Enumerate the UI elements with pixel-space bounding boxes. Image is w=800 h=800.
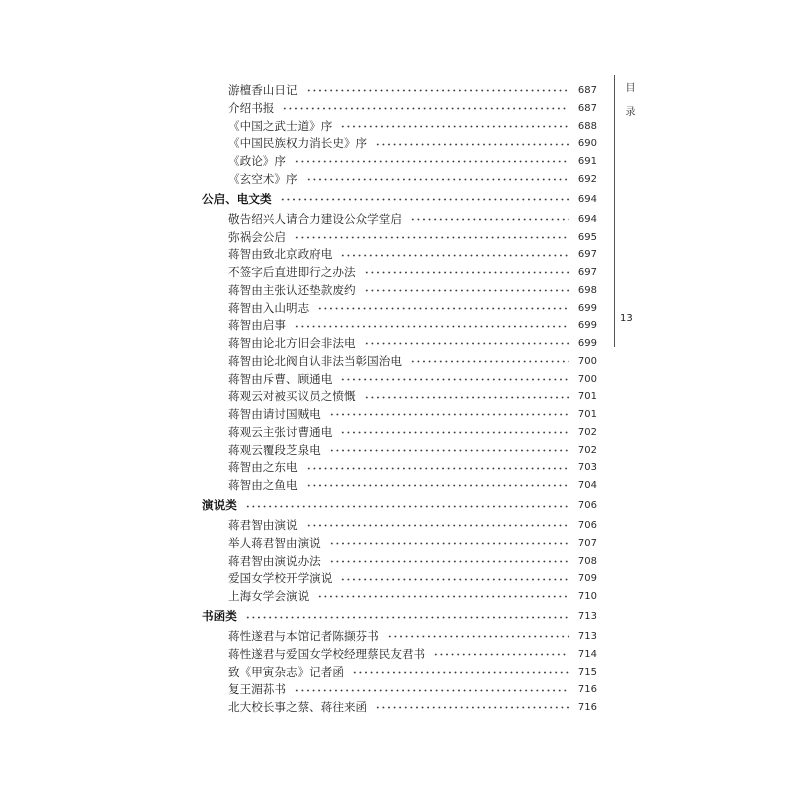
toc-entry-title: 爱国女学校开学演说 [228, 571, 333, 586]
toc-entry [202, 664, 597, 682]
toc-entry-page: 690 [577, 138, 597, 150]
page-number: 13 [620, 313, 633, 324]
toc-entry [202, 300, 597, 318]
toc-entry [202, 264, 597, 282]
toc-section-page: 694 [577, 194, 597, 205]
toc-entry-title: 不签字后直进即行之办法 [228, 265, 356, 279]
dot-leader [352, 671, 569, 674]
toc-entry-title: 举人蒋君智由演说 [228, 535, 321, 550]
toc-entry-page: 687 [577, 85, 597, 96]
toc-section-heading [202, 191, 597, 209]
toc-entry [202, 153, 597, 171]
toc-entry-page: 698 [577, 284, 597, 296]
toc-entry-page: 692 [577, 173, 597, 185]
dot-leader [317, 595, 569, 598]
toc-entry [202, 570, 597, 588]
toc-entry [202, 118, 597, 136]
toc-entry [202, 171, 597, 189]
toc-entry-title: 蒋君智由演说 [228, 518, 298, 532]
dot-leader [294, 160, 569, 163]
toc-entry-title: 蒋观云覆段芝泉电 [228, 442, 321, 457]
toc-entry-page: 700 [577, 355, 597, 367]
dot-leader [329, 413, 569, 416]
dot-leader [387, 635, 569, 638]
dot-leader [306, 524, 569, 527]
dot-leader [294, 236, 569, 239]
toc-section-title: 公启、电文类 [202, 192, 272, 206]
toc-entry-title: 弥祸会公启 [228, 229, 286, 244]
dot-leader [410, 360, 569, 363]
dot-leader [245, 505, 569, 508]
toc-entry [202, 353, 597, 371]
toc-entry-title: 《玄空术》序 [228, 171, 298, 186]
toc-entry-title: 蒋智由启事 [228, 318, 286, 333]
toc-entry-page: 708 [577, 555, 597, 567]
toc-entry [202, 442, 597, 460]
dot-leader [340, 125, 569, 128]
toc-entry [202, 535, 597, 553]
toc-entry-title: 《政论》序 [228, 154, 286, 168]
toc-entry [202, 317, 597, 335]
toc-entry-title: 蒋智由入山明志 [228, 300, 310, 315]
toc-entry [202, 553, 597, 571]
dot-leader [433, 653, 569, 656]
toc-entry [202, 646, 597, 664]
toc-entry-title: 介绍书报 [228, 100, 275, 115]
dot-leader [306, 178, 569, 181]
toc-entry-page: 697 [577, 249, 597, 261]
dot-leader [294, 689, 569, 692]
toc-section-heading [202, 497, 597, 515]
toc-entry-page: 703 [577, 462, 597, 474]
toc-entry-title: 上海女学会演说 [228, 589, 310, 603]
toc-entry-title: 蒋智由之东电 [228, 460, 298, 475]
toc-entry-title: 北大校长事之蔡、蒋往来函 [228, 700, 368, 714]
toc-entry [202, 681, 597, 699]
toc-entry-page: 715 [577, 666, 597, 678]
toc-entry-title: 蒋君智由演说办法 [228, 553, 321, 568]
toc-entry-title: 蒋性遂君与本馆记者陈撷芬书 [228, 629, 379, 643]
dot-leader [280, 198, 569, 201]
dot-leader [306, 484, 569, 487]
toc-entry [202, 100, 597, 118]
dot-leader [364, 396, 569, 399]
toc-entry [202, 335, 597, 353]
toc-entry [202, 699, 597, 717]
toc-entry-title: 敬告绍兴人请合力建设公众学堂启 [228, 211, 402, 226]
toc-entry [202, 388, 597, 406]
toc-entry-page: 701 [577, 409, 597, 420]
dot-leader [329, 560, 569, 563]
toc-entry [202, 229, 597, 247]
toc-entry-page: 691 [577, 156, 597, 167]
toc-entry [202, 424, 597, 442]
dot-leader [282, 107, 569, 110]
dot-leader [364, 289, 569, 292]
toc-entry-title: 蒋智由斥曹、顾通电 [228, 371, 333, 386]
toc-entry-page: 716 [577, 684, 597, 696]
dot-leader [294, 325, 569, 328]
toc-entry-page: 713 [577, 631, 597, 642]
dot-leader [317, 307, 569, 310]
running-head: 目录 [623, 82, 634, 130]
toc-entry [202, 477, 597, 495]
toc-entry-title: 《中国民族权力消长史》序 [228, 136, 368, 151]
toc-entry-page: 706 [577, 520, 597, 531]
toc-section-heading [202, 608, 597, 626]
dot-leader [410, 218, 569, 221]
toc-section-page: 713 [577, 611, 597, 623]
toc-entry-title: 蒋智由请讨国贼电 [228, 407, 321, 421]
toc-entry-title: 游檀香山日记 [228, 83, 298, 97]
toc-entry-page: 700 [577, 373, 597, 385]
toc-entry-page: 688 [577, 120, 597, 132]
dot-leader [364, 271, 569, 274]
toc-entry [202, 246, 597, 264]
toc-entry-title: 蒋性遂君与爱国女学校经理蔡民友君书 [228, 646, 426, 661]
dot-leader [340, 378, 569, 381]
toc-entry [202, 459, 597, 477]
toc-entry [202, 371, 597, 389]
toc-entry-page: 704 [577, 480, 597, 491]
toc-entry [202, 406, 597, 424]
toc-entry-title: 蒋智由论北阀自认非法当彰国治电 [228, 353, 402, 368]
toc-entry-title: 蒋智由主张认还垫款废约 [228, 282, 356, 297]
dot-leader [375, 706, 569, 709]
toc-section-title: 书函类 [202, 609, 237, 624]
toc-entry-page: 709 [577, 573, 597, 585]
toc-section-page: 706 [577, 500, 597, 512]
toc-entry [202, 282, 597, 300]
dot-leader [329, 449, 569, 452]
toc-entry-title: 蒋观云对被买议员之愤慨 [228, 389, 356, 404]
toc-entry-page: 699 [577, 302, 597, 314]
toc-entry [202, 588, 597, 606]
toc-entry-title: 《中国之武士道》序 [228, 118, 333, 133]
toc-entry-page: 710 [577, 591, 597, 602]
toc-entry-title: 蒋智由论北方旧会非法电 [228, 336, 356, 350]
toc-entry-page: 697 [577, 267, 597, 278]
dot-leader [306, 467, 569, 470]
toc-entry [202, 135, 597, 153]
toc-entry-page: 699 [577, 338, 597, 349]
toc-entry-title: 蒋智由致北京政府电 [228, 247, 333, 262]
toc-entry-page: 707 [577, 537, 597, 549]
toc-entry-title: 蒋观云主张讨曹通电 [228, 424, 333, 439]
toc-section-title: 演说类 [202, 498, 237, 513]
toc-entry-page: 701 [577, 391, 597, 403]
dot-leader [245, 616, 569, 619]
margin-rule [614, 75, 615, 347]
toc-entry [202, 211, 597, 229]
toc-entry-title: 蒋智由之鱼电 [228, 478, 298, 492]
toc-entry-page: 687 [577, 102, 597, 114]
toc-entry-page: 694 [577, 213, 597, 225]
toc-entry-page: 699 [577, 320, 597, 332]
toc-entry-page: 702 [577, 444, 597, 456]
toc-entry [202, 517, 597, 535]
table-of-contents [202, 82, 597, 717]
toc-entry [202, 628, 597, 646]
toc-entry-title: 复王湄荪书 [228, 682, 286, 697]
dot-leader [340, 578, 569, 581]
dot-leader [375, 143, 569, 146]
toc-entry-page: 695 [577, 231, 597, 243]
dot-leader [340, 254, 569, 257]
toc-entry-page: 714 [577, 648, 597, 660]
toc-entry-page: 702 [577, 426, 597, 438]
toc-entry [202, 82, 597, 100]
toc-entry-page: 716 [577, 702, 597, 713]
toc-entry-title: 致《甲寅杂志》记者函 [228, 664, 344, 679]
dot-leader [340, 431, 569, 434]
dot-leader [329, 542, 569, 545]
dot-leader [364, 342, 569, 345]
dot-leader [306, 89, 569, 92]
